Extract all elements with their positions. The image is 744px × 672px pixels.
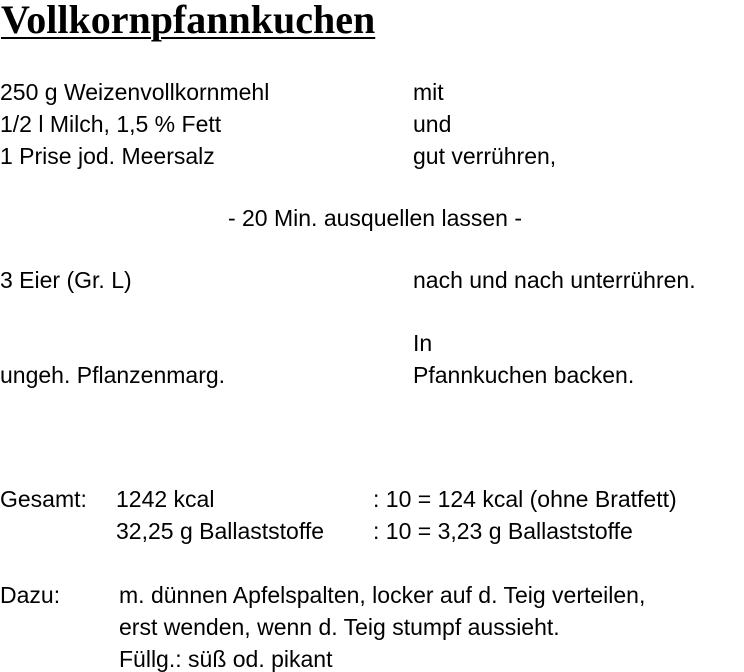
instruction-eggs: nach und nach unterrühren. (413, 267, 696, 293)
serving-line-1: m. dünnen Apfelspalten, locker auf d. Teig verteilen, (119, 582, 646, 608)
nutrition-label: Gesamt: (0, 486, 87, 512)
ingredient-eggs: 3 Eier (Gr. L) (0, 267, 132, 293)
nutrition-fiber-total: 32,25 g Ballaststoffe (116, 518, 324, 544)
rest-note: - 20 Min. ausquellen lassen - (227, 205, 523, 231)
instruction-fry-line2: Pfannkuchen backen. (413, 362, 635, 388)
instruction-mit: mit (413, 79, 444, 105)
nutrition-kcal-portion: : 10 = 124 kcal (ohne Bratfett) (373, 486, 677, 512)
ingredient-flour: 250 g Weizenvollkornmehl (0, 79, 270, 105)
serving-line-3: Füllg.: süß od. pikant (119, 646, 333, 672)
recipe-title: Vollkornpfannkuchen (1, 0, 376, 42)
nutrition-kcal-total: 1242 kcal (116, 486, 215, 512)
ingredient-milk: 1/2 l Milch, 1,5 % Fett (0, 111, 222, 137)
ingredient-margarine: ungeh. Pflanzenmarg. (0, 362, 226, 388)
instruction-und: und (413, 111, 452, 137)
instruction-fry-line1: In (413, 330, 433, 356)
ingredient-salt: 1 Prise jod. Meersalz (0, 143, 215, 169)
instruction-stir: gut verrühren, (413, 143, 557, 169)
nutrition-fiber-portion: : 10 = 3,23 g Ballaststoffe (373, 518, 633, 544)
serving-line-2: erst wenden, wenn d. Teig stumpf aussieht. (119, 614, 560, 640)
serving-label: Dazu: (0, 582, 61, 608)
